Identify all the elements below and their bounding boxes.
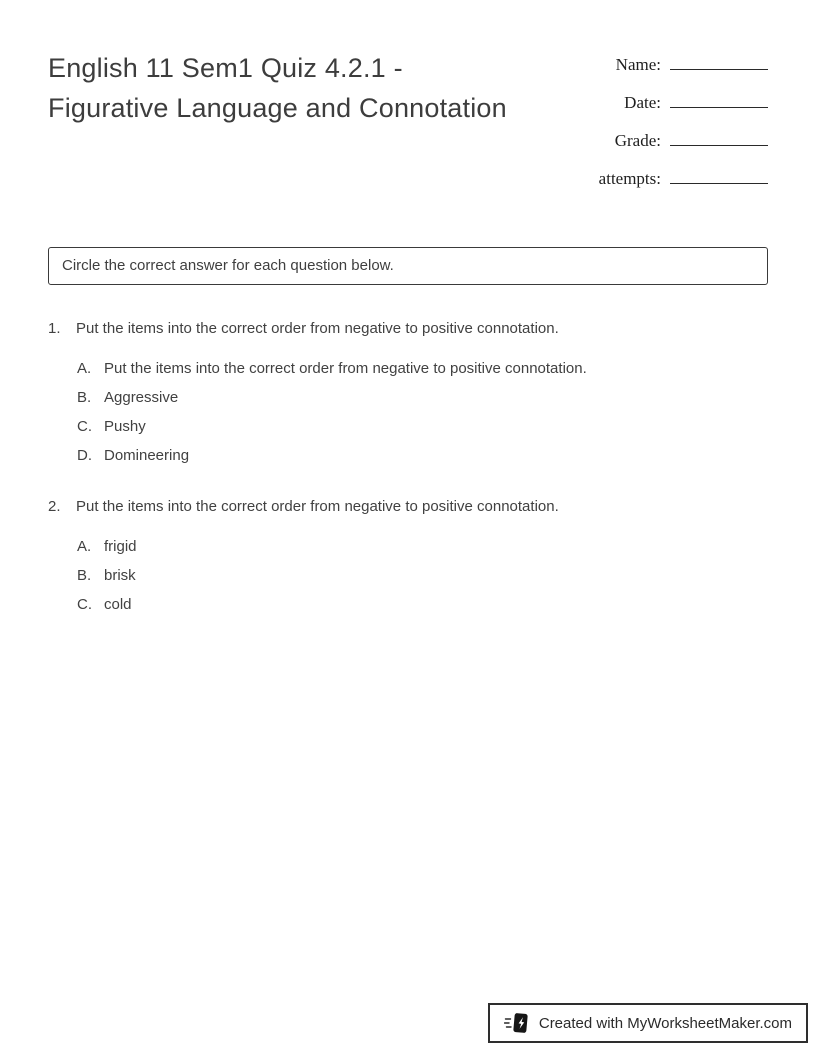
question-2 <box>48 497 768 615</box>
option-text: Domineering <box>104 447 190 464</box>
grade-field-row <box>528 129 768 153</box>
option-text: brisk <box>104 567 136 584</box>
attempts-label: attempts: <box>598 169 661 188</box>
worksheet-header <box>0 0 816 205</box>
instructions-box <box>48 247 768 285</box>
date-label: Date: <box>624 93 661 112</box>
credit-badge <box>488 1003 808 1043</box>
option-letter: D. <box>77 447 92 464</box>
date-field-row <box>528 91 768 115</box>
option-letter: B. <box>77 567 92 584</box>
grade-label: Grade: <box>614 131 661 150</box>
name-blank-line <box>670 54 768 70</box>
option-c <box>77 595 768 615</box>
question-text: Put the items into the correct order from negative to positive connotation. <box>76 498 559 515</box>
credit-text: Created with MyWorksheetMaker.com <box>538 1014 792 1032</box>
question-2-prompt <box>48 497 768 517</box>
question-number: 1. <box>48 320 61 337</box>
option-letter: B. <box>77 389 92 406</box>
option-text: Pushy <box>104 418 146 435</box>
option-b <box>77 566 768 586</box>
option-letter: A. <box>77 538 92 555</box>
grade-blank-line <box>670 130 768 146</box>
student-info-fields <box>528 48 768 205</box>
option-c <box>77 417 768 437</box>
attempts-blank-line <box>670 168 768 184</box>
date-blank-line <box>670 92 768 108</box>
option-a <box>77 537 768 557</box>
option-text: frigid <box>104 538 137 555</box>
page-title: English 11 Sem1 Quiz 4.2.1 - Figurative Language and Connotation <box>48 53 507 123</box>
questions-list <box>48 319 768 615</box>
question-1 <box>48 319 768 466</box>
question-2-options <box>77 537 768 615</box>
instructions-text: Circle the correct answer for each question below. <box>62 257 394 274</box>
option-letter: C. <box>77 418 92 435</box>
option-d <box>77 446 768 466</box>
option-a <box>77 359 768 379</box>
option-text: Aggressive <box>104 389 179 406</box>
question-text: Put the items into the correct order from negative to positive connotation. <box>76 320 559 337</box>
question-1-prompt <box>48 319 768 339</box>
option-text: Put the items into the correct order from negative to positive connotation. <box>104 360 587 377</box>
option-b <box>77 388 768 408</box>
option-text: cold <box>104 596 132 613</box>
attempts-field-row <box>528 167 768 191</box>
worksheet-maker-logo-icon <box>504 1011 530 1035</box>
option-letter: A. <box>77 360 92 377</box>
question-1-options <box>77 359 768 466</box>
name-field-row <box>528 53 768 77</box>
option-letter: C. <box>77 596 92 613</box>
question-number: 2. <box>48 498 61 515</box>
name-label: Name: <box>615 55 661 74</box>
